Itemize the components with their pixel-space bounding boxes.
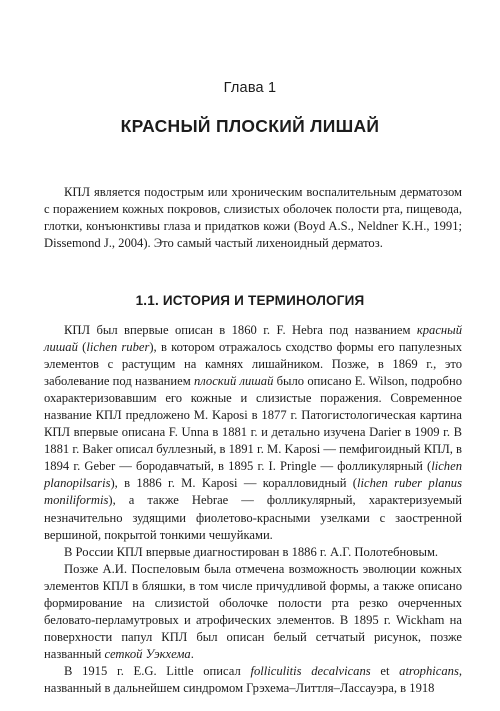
text-run: ), в 1886 г. M. Kaposi — коралловидный ( (110, 476, 357, 491)
chapter-title: КРАСНЫЙ ПЛОСКИЙ ЛИШАЙ (120, 116, 380, 136)
italic-term: плоский лишай (193, 374, 274, 389)
intro-paragraph: КПЛ является подострым или хроническим воспалительным дерматозом с поражением кожных покровов, слизистых оболочек полости рта, пищевода, глотки, конъюнктивы глаза и придатков кожи (Boyd A.S., Neldner K.H., 1991; Dissemond J., 2004). Это самый частый лихеноидный дерматоз. (44, 185, 462, 251)
text-run: В России КПЛ впервые диагностирован в 1886 г. А.Г. Полотебновым. (64, 544, 439, 559)
body-paragraph (44, 663, 462, 697)
italic-term: folliculitis decalvicans (250, 663, 371, 678)
text-run: Позже А.И. Поспеловым была отмечена возможность эволюции кожных элементов КПЛ в бляшки, в том числе причудливой формы, а также описано формирование на слизистой оболочке полости рта резко очерченных беловато-перламутровых и атрофических элементов. В 1895 г. Wickham на поверхности папул КПЛ был описан белый сетчатый рисунок, позже названный (44, 561, 462, 661)
text-run: , названный в дальнейшем синдромом Грэхема–Литтля–Лассауэра, в 1918 (44, 663, 463, 695)
italic-term: сеткой Уэкхема (104, 646, 191, 661)
text-run: ( (77, 340, 87, 355)
section-heading: 1.1. ИСТОРИЯ И ТЕРМИНОЛОГИЯ (135, 293, 365, 308)
text-run: . (190, 646, 194, 661)
italic-term: lichen ruber planus moniliformis (44, 476, 462, 508)
italic-term: красный лишай (44, 323, 462, 355)
italic-term: atrophicans (399, 663, 459, 678)
italic-term: lichen ruber (86, 340, 150, 355)
text-run: et (370, 663, 400, 678)
body-paragraph (44, 561, 462, 663)
body-paragraph (44, 544, 462, 561)
text-run: ), а также Hebrae — фолликулярный, характеризуемый незначительно зудящими фиолетово-красными узелками с заостренной вершиной, покрытой тонкими чешуйками. (44, 493, 462, 542)
chapter-label: Глава 1 (223, 80, 277, 96)
text-run: ), в котором отражалось сходство формы его папулезных элементов с растущим на камнях лишайником. Позже, в 1869 г., это заболевание под названием (44, 340, 462, 389)
intro-text (44, 184, 462, 252)
text-run: КПЛ был впервые описан в 1860 г. F. Hebra под названием (64, 323, 417, 337)
italic-term: lichen planopilsaris (44, 459, 462, 491)
text-run: В 1915 г. E.G. Little описал (64, 663, 251, 678)
section-body (44, 322, 462, 697)
body-paragraph (44, 322, 462, 544)
text-run: было описано E. Wilson, подробно охарактеризовавшим его кожные и слизистые поражения. Современное название КПЛ предложено M. Kaposi в 1877 г. Патогистологическая картина КПЛ впервые описана F. Unna в 1881 г. и детально изучена Darier в 1909 г. В 1881 г. Baker описал буллезный, в 1891 г. M. Kaposi — пемфигоидный КПЛ, в 1894 г. Geber — бородавчатый, в 1895 г. I. Pringle — фолликулярный ( (44, 374, 462, 474)
